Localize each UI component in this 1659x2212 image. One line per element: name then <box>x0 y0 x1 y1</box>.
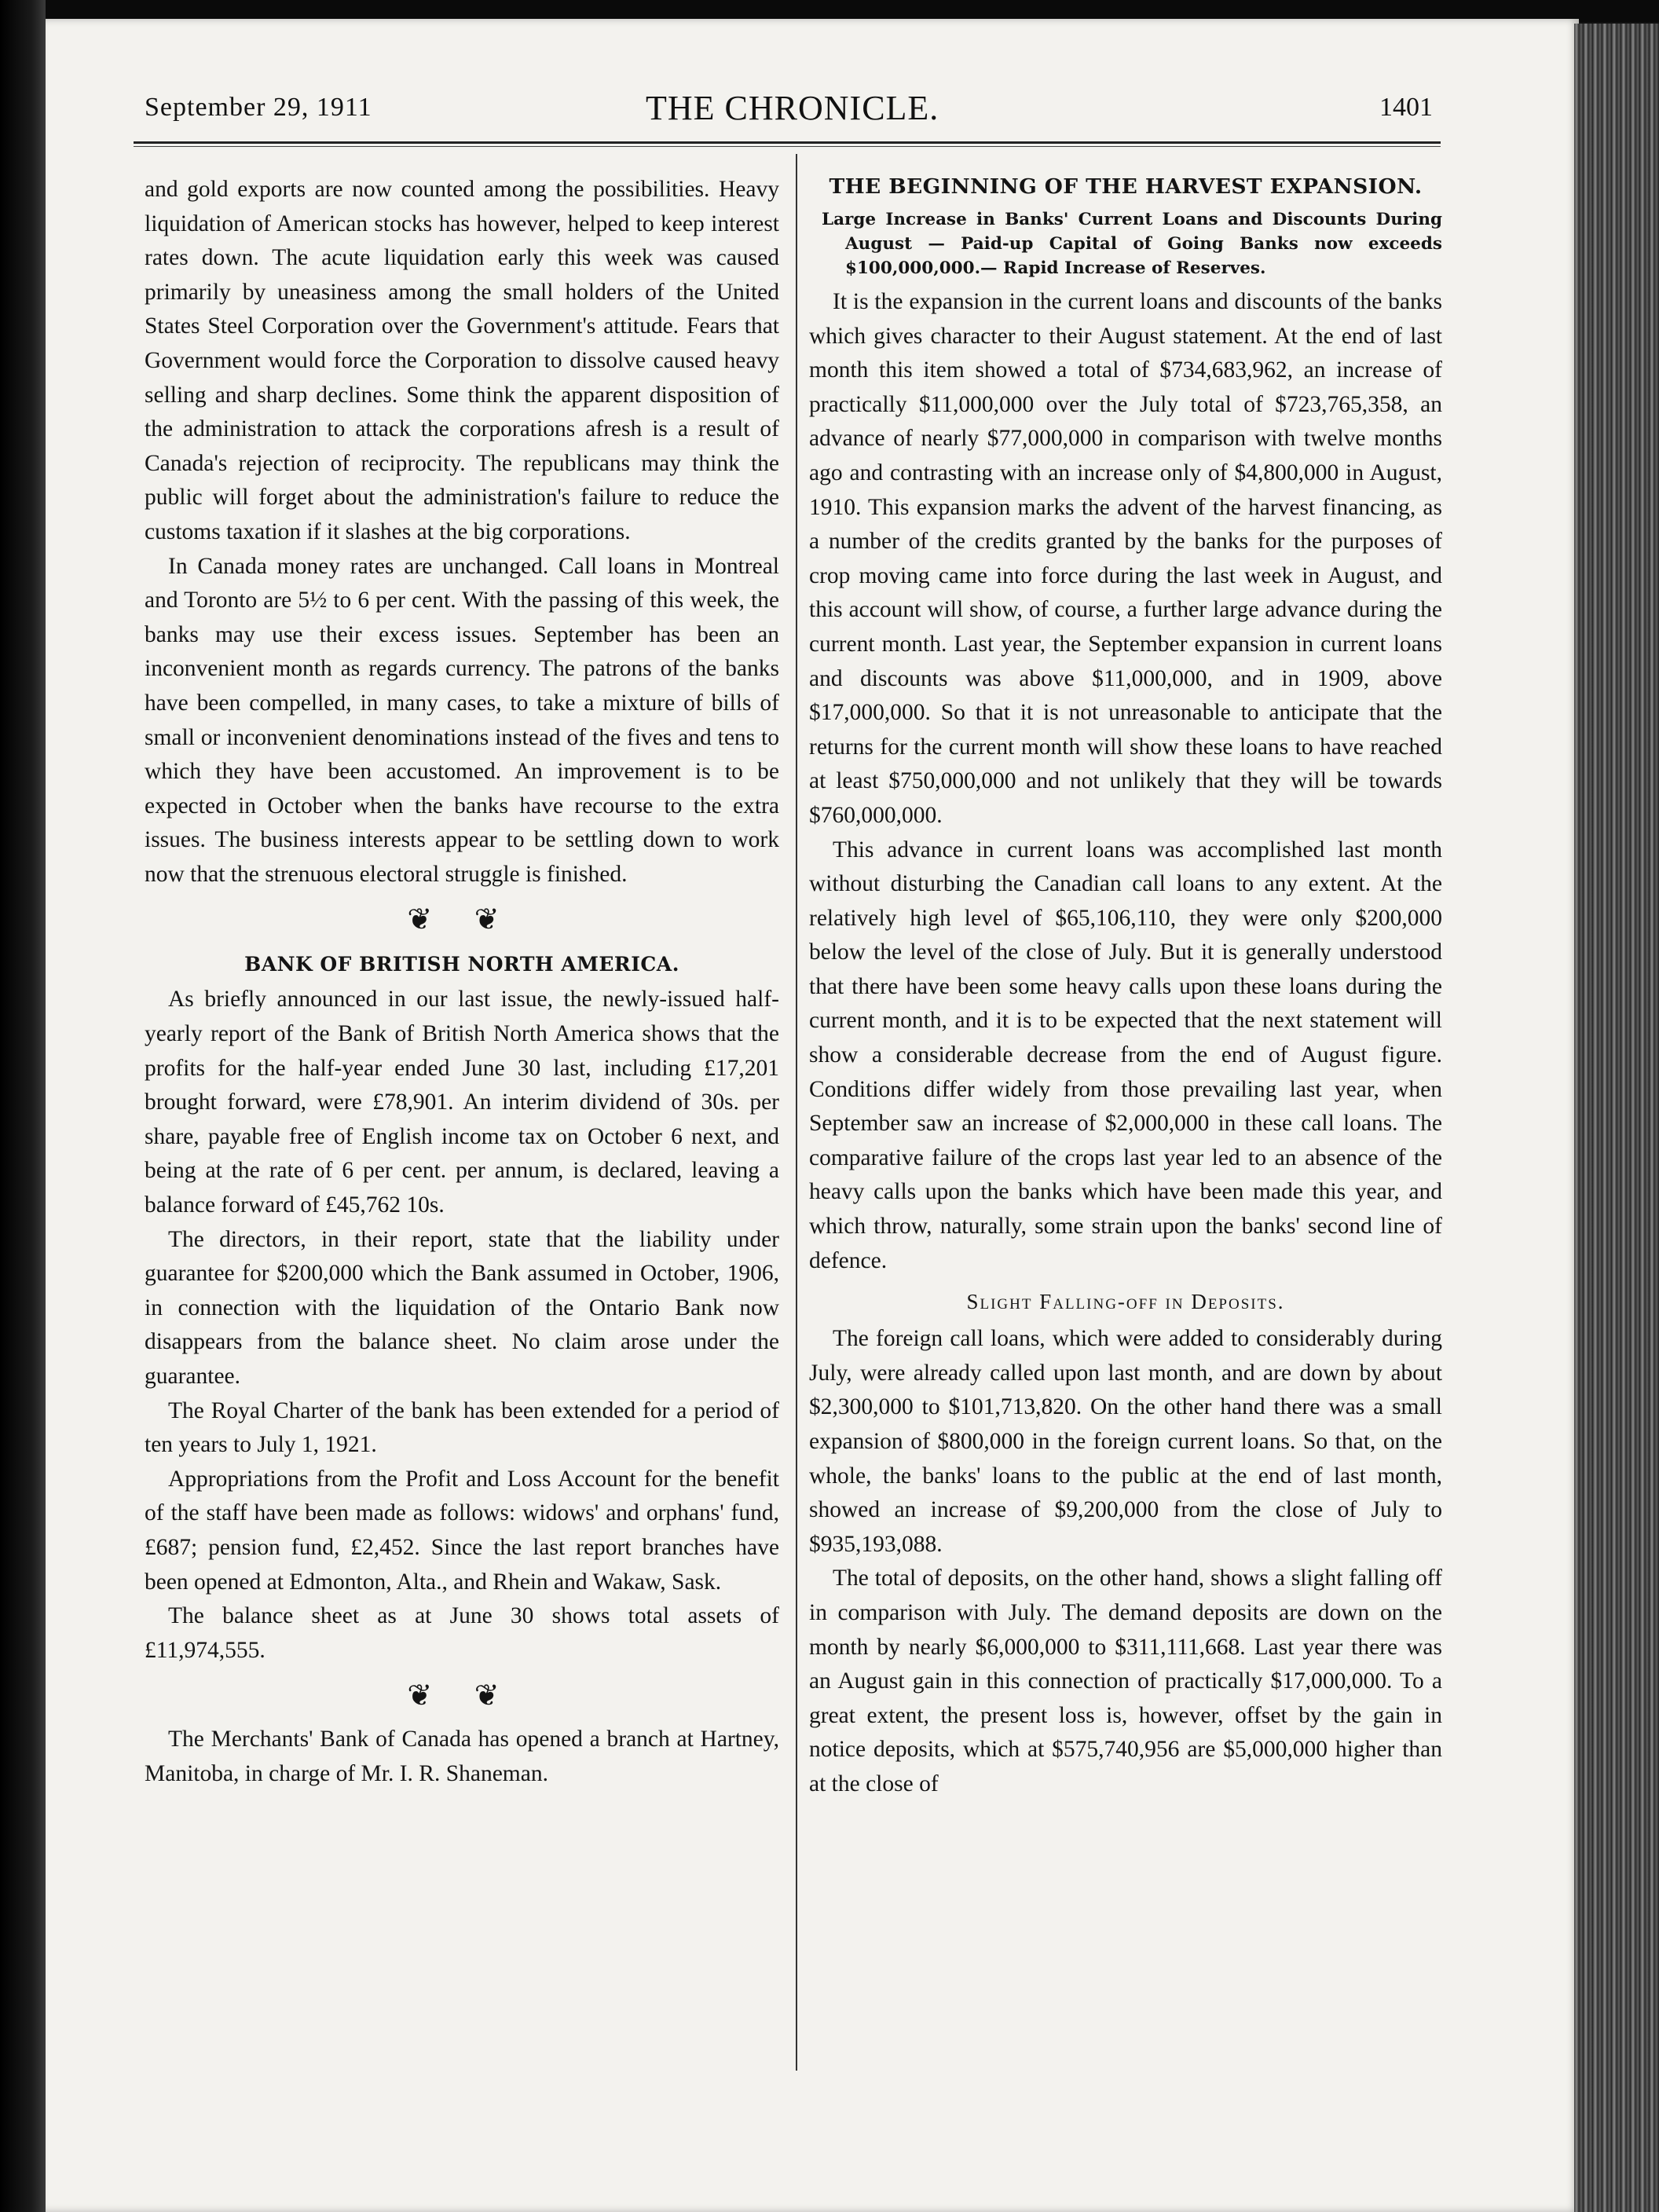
article-subheading: Large Increase in Banks' Current Loans and Discounts During August — Paid-up Capital of Going Banks now exceeds $100,000,000.— Rapid Increase of Reserves. <box>822 210 1442 278</box>
paragraph: This advance in current loans was accomplished last month without disturbing the Canadian call loans to any extent. At the relatively high level of $65,106,110, they were only $200,000 below the level of the close of July. But it is generally understood that there have been some heavy calls upon these loans during the current month, and it is to be expected that the next statement will show a considerable decrease from the end of August figure. Conditions differ widely from those prevailing last year, when September saw an increase of $2,000,000 in these call loans. The comparative failure of the crops last year led to an absence of the heavy calls upon the banks which have been made this year, and which throw, naturally, some strain upon the banks' second line of defence. <box>809 837 1442 1273</box>
paragraph: The Merchants' Bank of Canada has opened a branch at Hartney, Manitoba, in charge of Mr. I. R. Shaneman. <box>145 1727 779 1786</box>
paragraph: and gold exports are now counted among the possibilities. Heavy liquidation of American stocks has however, helped to keep interest rates down. The acute liquidation early this week was caused primarily by uneasiness among the small holders of the United States Steel Corporation over the Government's attitude. Fears that Government would force the Corporation to dissolve caused heavy selling and sharp declines. Some think the apparent disposition of the administration to attack the corporations afresh is a result of Canada's rejection of reciprocity. The republicans may think the public will forget about the administration's failure to reduce the customs taxation if it slashes at the big corporations. <box>145 177 779 544</box>
paragraph: The foreign call loans, which were added to considerably during July, were already called upon last month, and are down by about $2,300,000 to $101,713,820. On the other hand there was a small expansion of $800,000 in the foreign current loans. So that, on the whole, the banks' loans to the public at the end of last month, showed an increase of $9,200,000 from the close of July to $935,193,088. <box>809 1326 1442 1557</box>
header-title: THE CHRONICLE. <box>646 89 939 127</box>
ornament-icon: ❦ ❦ <box>407 903 517 937</box>
running-header <box>145 88 1433 135</box>
header-rule <box>134 141 1441 147</box>
page-number: 1401 <box>1379 93 1433 122</box>
header-date: September 29, 1911 <box>145 93 372 122</box>
paragraph: In Canada money rates are unchanged. Call loans in Montreal and Toronto are 5½ to 6 per cent. With the passing of this week, the banks may use their excess issues. September has been an inconvenient month as regards currency. The patrons of the banks have been compelled, in many cases, to take a mixture of bills of small or inconvenient denominations instead of the fives and tens to which they have been accustomed. An improvement is to be expected in October when the banks have recourse to the extra issues. The business interests appear to be settling down to work now that the strenuous electoral struggle is finished. <box>145 553 779 887</box>
ornament-icon: ❦ ❦ <box>407 1679 517 1713</box>
paragraph: Appropriations from the Profit and Loss Account for the benefit of the staff have been made as follows: widows' and orphans' fund, £687; pension fund, £2,452. Since the last report branches have been opened at Edmonton, Alta., and Rhein and Wakaw, Sask. <box>145 1466 779 1595</box>
left-column <box>145 173 779 1792</box>
article-heading: THE BEGINNING OF THE HARVEST EXPANSION. <box>829 174 1423 199</box>
paragraph: The directors, in their report, state that the liability under guarantee for $200,000 which the Bank assumed in October, 1906, in connection with the liquidation of the Ontario Bank now disappears from the balance sheet. No claim arose under the guarantee. <box>145 1226 779 1389</box>
section-subheading: Slight Falling-off in Deposits. <box>966 1290 1285 1314</box>
book-spine <box>1574 24 1659 2212</box>
section-heading: BANK OF BRITISH NORTH AMERICA. <box>244 953 679 976</box>
paragraph: The total of deposits, on the other hand, shows a slight falling off in comparison with July. The demand deposits are down on the month by nearly $6,000,000 to $311,111,668. Last year there was an August gain in this connection of practically $17,000,000. To a great extent, the present loss is, however, offset by the gain in notice deposits, which at $575,740,956 are $5,000,000 higher than at the close of <box>809 1566 1442 1796</box>
scan-left-edge <box>0 0 46 2212</box>
paragraph: The Royal Charter of the bank has been extended for a period of ten years to July 1, 1921. <box>145 1397 779 1458</box>
paragraph: As briefly announced in our last issue, the newly-issued half-yearly report of the Bank of British North America shows that the profits for the half-year ended June 30 last, including £17,201 brought forward, were £78,901. An interim dividend of 30s. per share, payable free of English income tax on October 6 next, and being at the rate of 6 per cent. per annum, is declared, leaving a balance forward of £45,762 10s. <box>145 987 779 1218</box>
right-column <box>809 173 1442 1802</box>
column-divider <box>796 154 797 2071</box>
paragraph: The balance sheet as at June 30 shows total assets of £11,974,555. <box>145 1603 779 1663</box>
paragraph: It is the expansion in the current loans and discounts of the banks which gives character to their August statement. At the end of last month this item showed a total of $734,683,962, an increase of practically $11,000,000 over the July total of $723,765,358, an advance of nearly $77,000,000 in comparison with twelve months ago and contrasting with an increase only of $4,800,000 in August, 1910. This expansion marks the advent of the harvest financing, as a number of the credits granted by the banks for the purposes of crop moving came into force during the last week in August, and this account will show, of course, a further large advance during the current month. Last year, the September expansion in current loans and discounts was above $11,000,000, and in 1909, above $17,000,000. So that it is not unreasonable to anticipate that the returns for the current month will show these loans to have reached at least $750,000,000 and not unlikely that they will be towards $760,000,000. <box>809 289 1442 828</box>
